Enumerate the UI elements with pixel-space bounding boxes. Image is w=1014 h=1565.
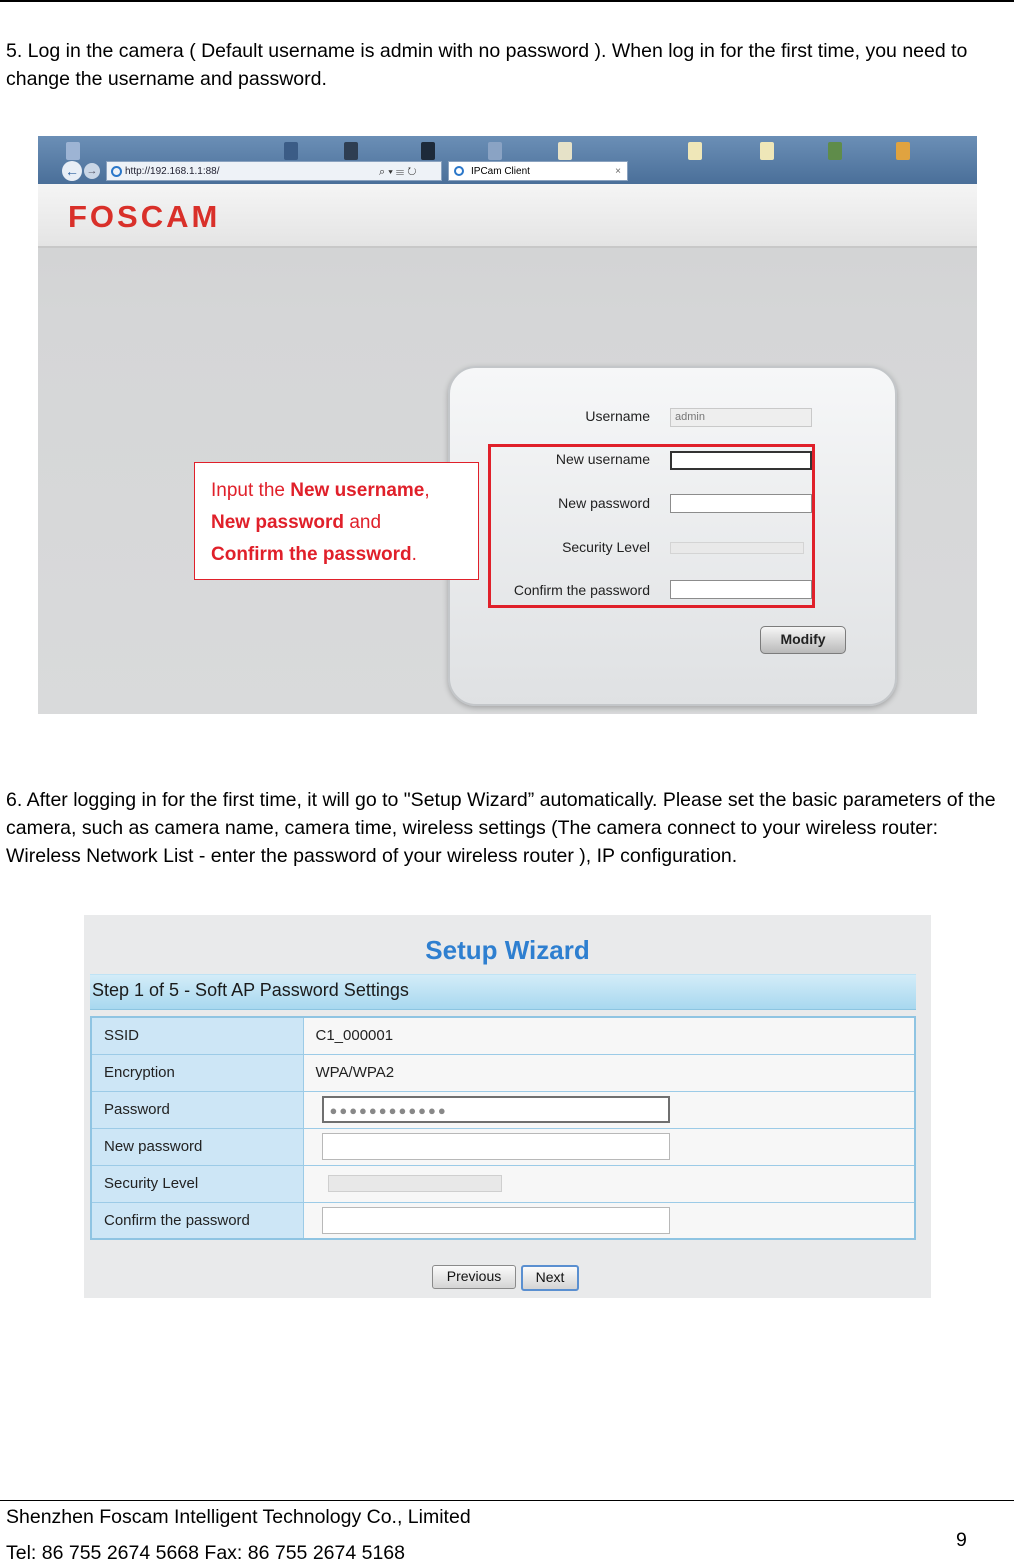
footer-rule: [0, 1500, 1014, 1501]
password-input[interactable]: ●●●●●●●●●●●●: [322, 1096, 670, 1123]
tab-title: IPCam Client: [471, 166, 530, 177]
forward-button-icon[interactable]: →: [84, 163, 100, 179]
top-rule: [0, 0, 1014, 2]
footer-company: Shenzhen Foscam Intelligent Technology Co., Limited: [6, 1506, 471, 1528]
confirm-password-input[interactable]: [670, 580, 812, 599]
app-header: [38, 184, 977, 248]
new-password-input[interactable]: [670, 494, 812, 513]
desktop-icon: [66, 142, 80, 160]
previous-button[interactable]: Previous: [432, 1265, 516, 1289]
instruction-callout: Input the New username, New password and Confirm the password.: [194, 462, 479, 580]
encryption-value: WPA/WPA2: [303, 1054, 915, 1091]
security-level-label: Security Level: [91, 1165, 303, 1202]
login-screenshot: [38, 136, 977, 714]
step-header: [90, 974, 916, 1010]
step-5-text: 5. Log in the camera ( Default username is admin with no password ). When log in for the first time, you need to change the username and password.: [6, 40, 968, 90]
browser-toolbar: [38, 136, 977, 184]
table-row: [91, 1202, 915, 1239]
folder-icon: [760, 142, 774, 160]
settings-table: [90, 1016, 916, 1240]
security-level-label: Security Level: [562, 539, 650, 555]
desktop-icon: [344, 142, 358, 160]
confirm-password-label: Confirm the password: [513, 582, 650, 598]
address-bar[interactable]: [106, 161, 442, 181]
address-tools-icons[interactable]: ⌕ ▾ ☰ ↻: [379, 166, 417, 178]
password-label: Password: [91, 1091, 303, 1128]
setup-wizard-screenshot: [84, 915, 931, 1298]
ssid-label: SSID: [91, 1017, 303, 1054]
security-level-bar: [670, 542, 804, 554]
desktop-icon: [828, 142, 842, 160]
table-row: [91, 1165, 915, 1202]
new-password-label: New password: [558, 495, 650, 511]
desktop-icon: [488, 142, 502, 160]
folder-icon: [688, 142, 702, 160]
page-number: 9: [956, 1529, 967, 1551]
ie-icon: [111, 166, 122, 177]
desktop-icon: [284, 142, 298, 160]
close-icon[interactable]: ×: [615, 166, 621, 177]
desktop-icon: [421, 142, 435, 160]
username-label: Username: [585, 408, 650, 424]
desktop-icon: [896, 142, 910, 160]
address-url: http://192.168.1.1:88/: [125, 166, 220, 177]
table-row: [91, 1091, 915, 1128]
ie-icon: [454, 166, 464, 176]
ssid-value: C1_000001: [303, 1017, 915, 1054]
step-title: Step 1 of 5 - Soft AP Password Settings: [92, 980, 409, 1000]
new-password-label: New password: [91, 1128, 303, 1165]
foscam-logo: FOSCAM: [68, 199, 221, 234]
security-level-bar: [328, 1175, 502, 1192]
new-password-input[interactable]: [322, 1133, 670, 1160]
modify-button[interactable]: Modify: [760, 626, 846, 654]
new-username-input[interactable]: [670, 451, 812, 470]
wizard-title: Setup Wizard: [425, 935, 590, 965]
username-field: admin: [670, 408, 812, 427]
login-panel: [448, 366, 897, 706]
back-button-icon[interactable]: ←: [62, 161, 82, 181]
table-row: [91, 1017, 915, 1054]
new-username-label: New username: [555, 451, 650, 467]
next-button[interactable]: Next: [521, 1265, 579, 1291]
table-row: [91, 1054, 915, 1091]
step-6-text: 6. After logging in for the first time, it will go to "Setup Wizard” automatically. Please set the basic parameters of the camera, such as camera name, camera time, wireless settings (The camera connect to your wireless router: Wireless Network List - enter the password of your wireless router ), IP configuration.: [6, 789, 996, 867]
tab-ipcam-client[interactable]: [448, 161, 628, 181]
confirm-password-label: Confirm the password: [91, 1202, 303, 1239]
confirm-password-input[interactable]: [322, 1207, 670, 1234]
encryption-label: Encryption: [91, 1054, 303, 1091]
desktop-icon: [558, 142, 572, 160]
footer-contact: Tel: 86 755 2674 5668 Fax: 86 755 2674 5168: [6, 1542, 405, 1564]
table-row: [91, 1128, 915, 1165]
